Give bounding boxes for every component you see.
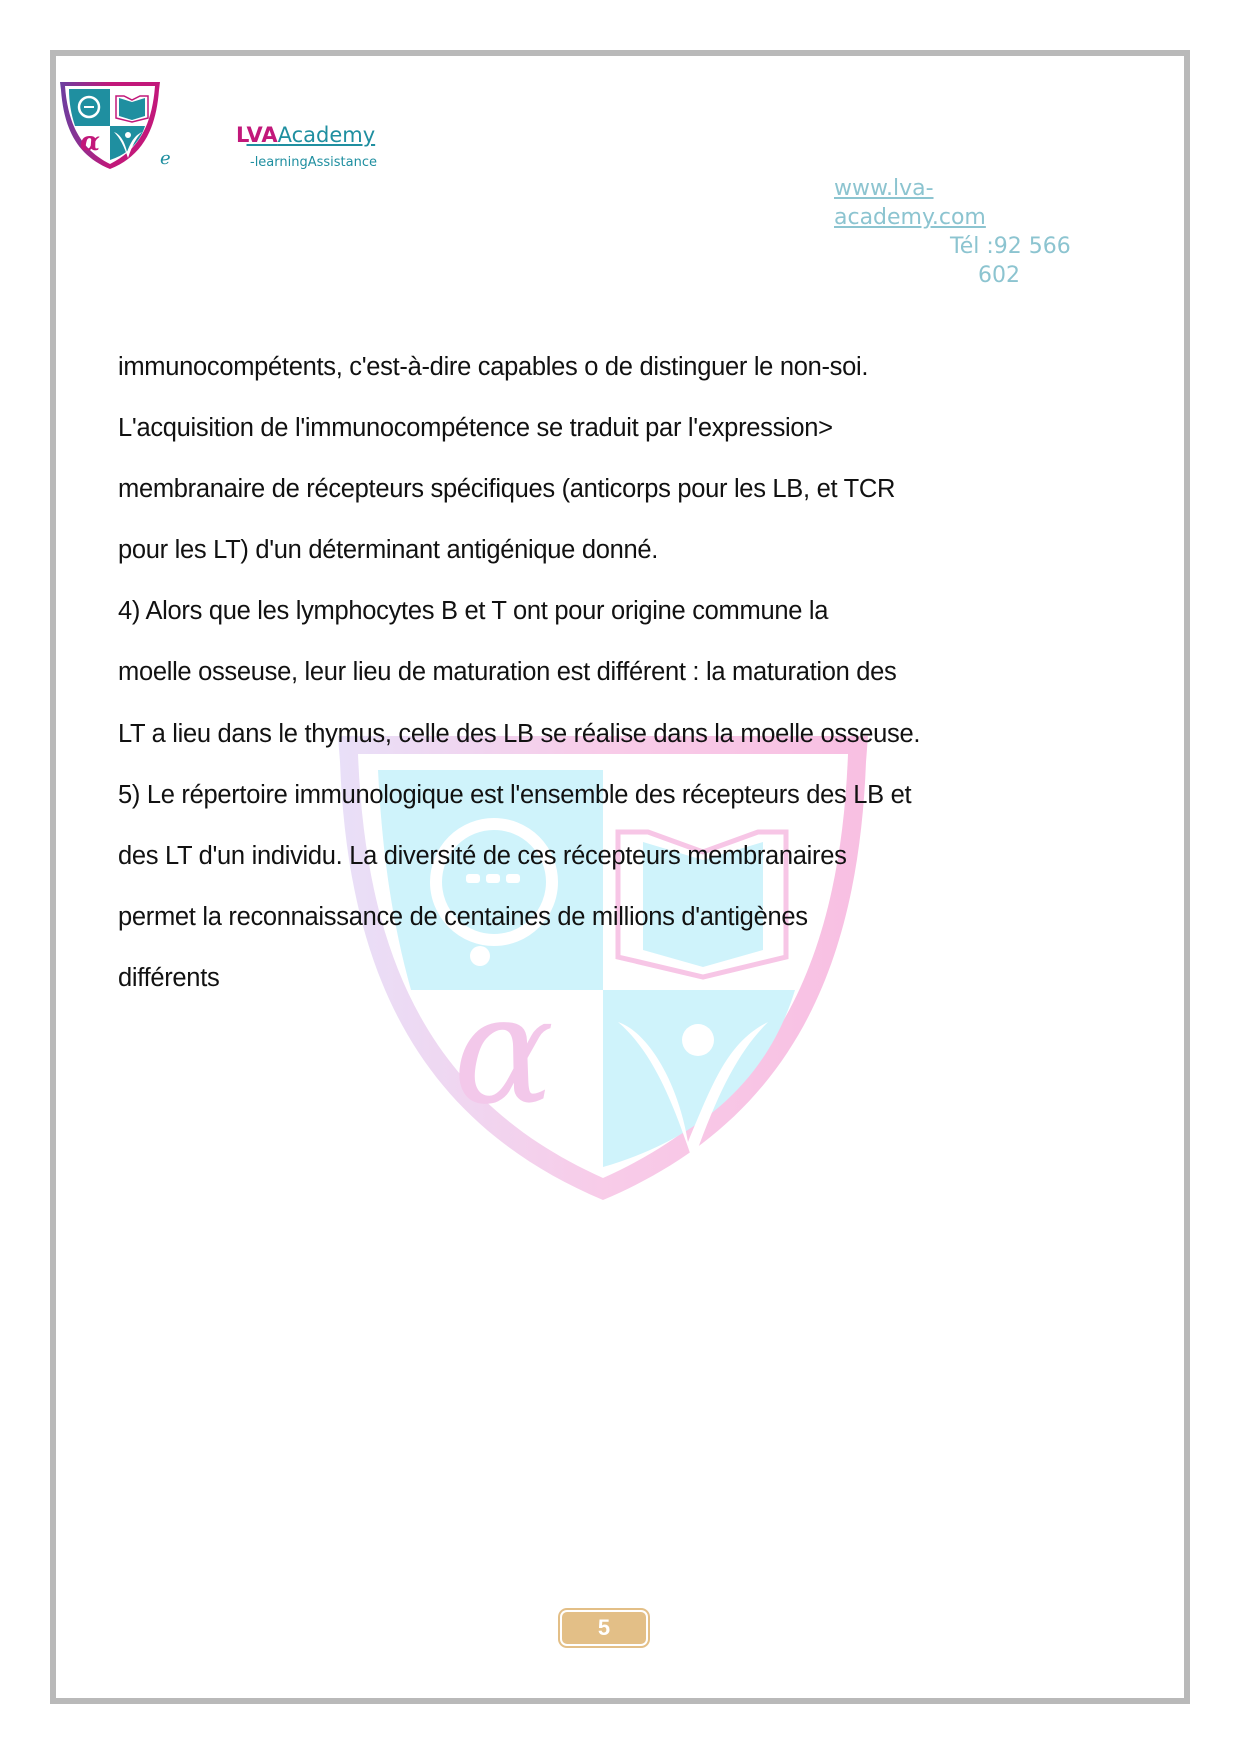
- brand-prefix-va: VA: [246, 123, 278, 147]
- text-line: 4) Alors que les lymphocytes B et T ont pour origine commune la: [118, 597, 829, 626]
- brand-tagline: -learningAssistance: [250, 155, 377, 170]
- text-line: 5) Le répertoire immunologique est l'ensemble des récepteurs des LB et: [118, 780, 912, 809]
- svg-text:α: α: [453, 964, 555, 1138]
- body-text: [118, 337, 1118, 1009]
- website-line-2: academy.com: [834, 205, 986, 230]
- page-number-badge: 5: [560, 1610, 648, 1646]
- text-line: différents: [118, 963, 220, 992]
- brand-suffix: Academy: [277, 123, 376, 147]
- contact-block: [834, 174, 1071, 290]
- brand-prefix-l: L: [236, 123, 247, 147]
- text-line: permet la reconnaissance de centaines de millions d'antigènes: [118, 902, 808, 931]
- text-line: LT a lieu dans le thymus, celle des LB se réalise dans la moelle osseuse.: [118, 719, 921, 748]
- text-line: immunocompétents, c'est-à-dire capables o de distinguer le non-soi.: [118, 353, 869, 381]
- shield-logo-icon: [58, 80, 162, 170]
- phone-line-1: Tél :92 566: [950, 234, 1071, 259]
- website-link[interactable]: [834, 174, 1024, 232]
- text-line: L'acquisition de l'immunocompétence se traduit par l'expression>: [118, 414, 833, 443]
- logo-e-mark: e: [160, 148, 171, 169]
- text-line: des LT d'un individu. La diversité de ces récepteurs membranaires: [118, 841, 847, 870]
- text-line: moelle osseuse, leur lieu de maturation est différent : la maturation des: [118, 658, 897, 687]
- website-line-1: www.lva-: [834, 176, 934, 201]
- svg-text:α: α: [80, 127, 101, 157]
- text-line: pour les LT) d'un déterminant antigénique donné.: [118, 536, 659, 565]
- brand-name[interactable]: [236, 122, 375, 148]
- text-line: membranaire de récepteurs spécifiques (anticorps pour les LB, et TCR: [118, 475, 896, 504]
- phone-line-2: 602: [978, 263, 1020, 288]
